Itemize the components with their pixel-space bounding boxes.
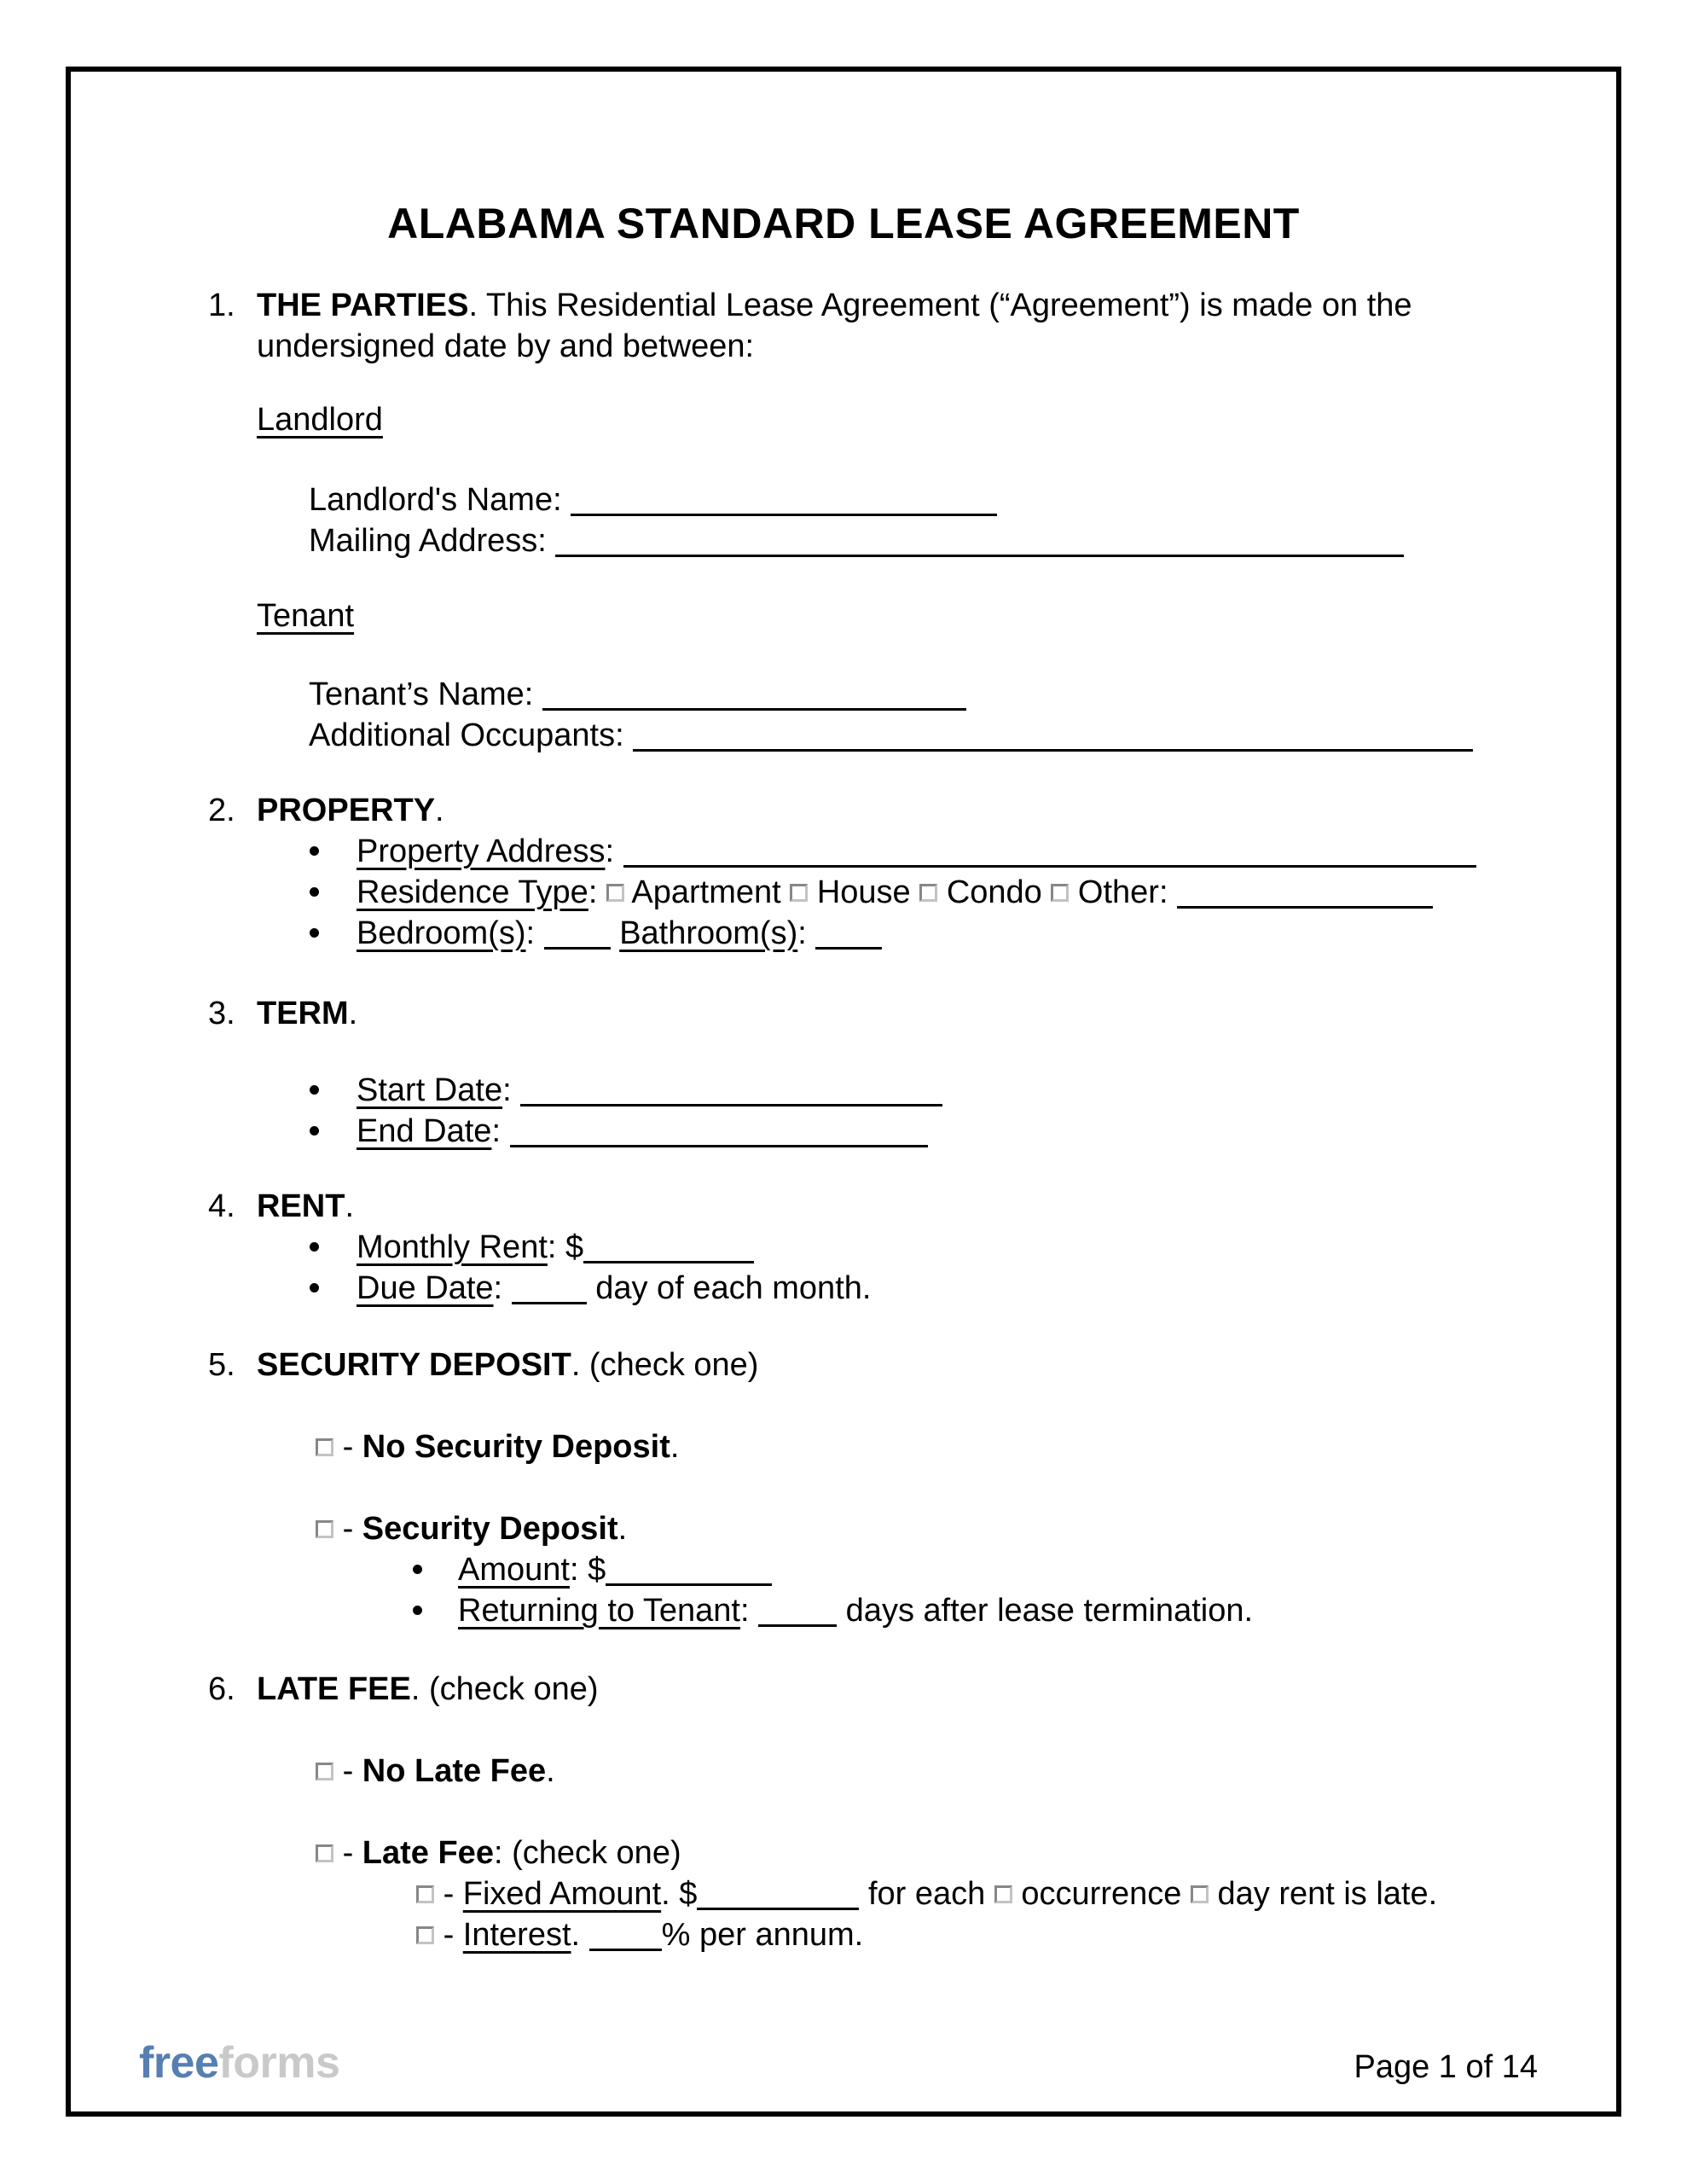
- dash: -: [443, 1917, 455, 1953]
- late-fee-label-suffix: : (check one): [493, 1835, 681, 1871]
- section-property-number: 2.: [208, 793, 235, 828]
- section-rent: [208, 1186, 1539, 1309]
- interest-blank[interactable]: [589, 1949, 662, 1951]
- amount-line: [257, 1549, 1539, 1590]
- page-title: ALABAMA STANDARD LEASE AGREEMENT: [387, 200, 1300, 247]
- tenant-name-label: Tenant’s Name:: [309, 677, 534, 712]
- fixed-amount-mid: for each: [867, 1876, 986, 1912]
- additional-occupants-line: [257, 715, 1539, 756]
- section-security-deposit-number: 5.: [208, 1347, 235, 1383]
- section-term-number: 3.: [208, 996, 235, 1031]
- tenant-name-line: [257, 674, 1539, 715]
- freeforms-logo: [139, 2038, 340, 2088]
- due-date-line: [257, 1268, 1539, 1309]
- returning-line: [257, 1590, 1539, 1631]
- rent-heading-suffix: .: [345, 1188, 355, 1224]
- section-late-fee: [208, 1669, 1539, 1955]
- amount-blank[interactable]: [606, 1583, 772, 1586]
- document-page: [66, 67, 1621, 2117]
- term-heading: TERM: [257, 996, 349, 1031]
- period: .: [617, 1511, 628, 1547]
- returning-blank[interactable]: [758, 1624, 837, 1627]
- no-security-deposit-label: No Security Deposit: [362, 1429, 670, 1465]
- start-date-blank[interactable]: [520, 1104, 942, 1107]
- section-property: [208, 790, 1539, 954]
- interest-label: Interest: [462, 1917, 571, 1953]
- parties-heading: THE PARTIES: [257, 288, 469, 323]
- tenant-name-blank[interactable]: [542, 708, 966, 711]
- bedrooms-blank[interactable]: [544, 947, 611, 950]
- term-heading-suffix: .: [348, 996, 358, 1031]
- dash: -: [342, 1511, 354, 1547]
- security-deposit-heading-line: [257, 1345, 1539, 1385]
- end-date-line: [257, 1111, 1539, 1152]
- bullet-icon: [310, 1085, 319, 1095]
- returning-label: Returning to Tenant: [458, 1593, 740, 1629]
- late-fee-heading-suffix: . (check one): [410, 1671, 599, 1707]
- late-fee-heading-line: [257, 1669, 1539, 1710]
- section-late-fee-number: 6.: [208, 1671, 235, 1707]
- section-parties: [208, 285, 1539, 756]
- property-heading-line: [257, 790, 1539, 831]
- due-date-suffix: day of each month.: [595, 1270, 872, 1306]
- landlord-name-label: Landlord's Name:: [309, 482, 562, 518]
- bullet-icon: [310, 928, 319, 938]
- condo-checkbox[interactable]: [919, 884, 937, 902]
- mailing-address-blank[interactable]: [555, 555, 1404, 557]
- due-date-blank[interactable]: [512, 1302, 587, 1304]
- property-address-line: [257, 831, 1539, 872]
- freeforms-logo-forms: forms: [218, 2038, 340, 2088]
- property-address-label: Property Address: [357, 834, 606, 869]
- no-security-deposit-option: [257, 1426, 1539, 1467]
- period: .: [661, 1876, 670, 1912]
- bullet-icon: [310, 1126, 319, 1136]
- tenant-heading: Tenant: [257, 598, 355, 634]
- landlord-heading: Landlord: [257, 402, 383, 438]
- end-date-label: End Date: [357, 1113, 492, 1149]
- no-late-fee-label: No Late Fee: [362, 1753, 547, 1789]
- interest-line: [257, 1914, 1539, 1955]
- security-deposit-heading: SECURITY DEPOSIT: [257, 1347, 571, 1383]
- security-deposit-option: [257, 1508, 1539, 1549]
- apartment-label: Apartment: [631, 874, 781, 910]
- colon: :: [525, 915, 536, 951]
- no-late-fee-option: [257, 1751, 1539, 1792]
- apartment-checkbox[interactable]: [606, 884, 624, 902]
- fixed-amount-checkbox[interactable]: [416, 1885, 434, 1903]
- property-address-blank[interactable]: [623, 865, 1476, 868]
- end-date-blank[interactable]: [510, 1145, 928, 1147]
- dash: -: [443, 1876, 455, 1912]
- colon: :: [797, 915, 807, 951]
- parties-intro: [257, 285, 1539, 367]
- late-fee-option: [257, 1833, 1539, 1873]
- monthly-rent-blank[interactable]: [583, 1261, 754, 1263]
- document-content: [71, 200, 1616, 1955]
- day-rent-late-checkbox[interactable]: [1191, 1885, 1209, 1903]
- fixed-amount-line: [257, 1873, 1539, 1914]
- condo-label: Condo: [946, 874, 1042, 910]
- section-rent-number: 4.: [208, 1188, 235, 1224]
- other-label: Other:: [1077, 874, 1168, 910]
- rent-heading: RENT: [257, 1188, 345, 1224]
- residence-type-line: [257, 872, 1539, 913]
- dollar-sign: $: [565, 1229, 584, 1265]
- colon: :: [547, 1229, 557, 1265]
- monthly-rent-label: Monthly Rent: [357, 1229, 548, 1265]
- returning-suffix: days after lease termination.: [845, 1593, 1254, 1629]
- colon: :: [739, 1593, 750, 1629]
- landlord-name-line: [257, 479, 1539, 520]
- occurrence-checkbox[interactable]: [994, 1885, 1012, 1903]
- colon: :: [588, 874, 598, 910]
- bullet-icon: [413, 1565, 422, 1574]
- colon: :: [502, 1072, 512, 1108]
- bedrooms-label: Bedroom(s): [357, 915, 526, 951]
- parties-intro-line1: . This Residential Lease Agreement (“Agreement”) is made on the: [468, 288, 1412, 323]
- occurrence-label: occurrence: [1021, 1876, 1182, 1912]
- rent-heading-line: [257, 1186, 1539, 1227]
- property-heading: PROPERTY: [257, 793, 436, 828]
- late-fee-heading: LATE FEE: [257, 1671, 411, 1707]
- due-date-label: Due Date: [357, 1270, 494, 1306]
- landlord-name-blank[interactable]: [571, 514, 997, 516]
- bathrooms-label: Bathroom(s): [619, 915, 798, 951]
- security-deposit-label: Security Deposit: [362, 1511, 618, 1547]
- parties-intro-line2: undersigned date by and between:: [257, 328, 755, 364]
- fixed-amount-label: Fixed Amount: [462, 1876, 662, 1912]
- section-term: [208, 993, 1539, 1152]
- late-fee-label: Late Fee: [362, 1835, 494, 1871]
- no-security-deposit-checkbox[interactable]: [316, 1438, 333, 1456]
- late-fee-checkbox[interactable]: [316, 1844, 333, 1862]
- freeforms-logo-free: free: [139, 2038, 219, 2088]
- period: .: [546, 1753, 555, 1789]
- dash: -: [342, 1753, 354, 1789]
- residence-type-label: Residence Type: [357, 874, 588, 910]
- no-late-fee-checkbox[interactable]: [316, 1763, 333, 1780]
- page-footer: [139, 2038, 1538, 2088]
- period: .: [571, 1917, 581, 1953]
- mailing-address-line: [257, 520, 1539, 561]
- additional-occupants-label: Additional Occupants:: [309, 717, 624, 753]
- dollar-sign: $: [588, 1552, 606, 1588]
- period: .: [670, 1429, 680, 1465]
- colon: :: [569, 1552, 579, 1588]
- other-checkbox[interactable]: [1051, 884, 1069, 902]
- bathrooms-blank[interactable]: [815, 947, 882, 950]
- bullet-icon: [310, 1283, 319, 1292]
- start-date-line: [257, 1070, 1539, 1111]
- amount-label: Amount: [458, 1552, 570, 1588]
- dash: -: [342, 1835, 354, 1871]
- bedroom-bathroom-line: [257, 913, 1539, 954]
- page-number: Page 1 of 14: [1354, 2049, 1538, 2085]
- colon: :: [605, 834, 615, 869]
- term-heading-line: [257, 993, 1539, 1034]
- dash: -: [342, 1429, 354, 1465]
- section-parties-number: 1.: [208, 288, 235, 323]
- bullet-icon: [310, 846, 319, 856]
- bullet-icon: [310, 1242, 319, 1252]
- monthly-rent-line: [257, 1227, 1539, 1268]
- other-blank[interactable]: [1177, 906, 1433, 909]
- dollar-sign: $: [679, 1876, 698, 1912]
- bullet-icon: [413, 1606, 422, 1615]
- interest-checkbox[interactable]: [416, 1926, 434, 1944]
- security-deposit-checkbox[interactable]: [316, 1520, 333, 1538]
- bullet-icon: [310, 887, 319, 897]
- start-date-label: Start Date: [357, 1072, 503, 1108]
- house-label: House: [816, 874, 911, 910]
- interest-suffix: % per annum.: [661, 1917, 864, 1953]
- house-checkbox[interactable]: [790, 884, 808, 902]
- fixed-amount-blank[interactable]: [697, 1908, 859, 1910]
- security-deposit-heading-suffix: . (check one): [571, 1347, 759, 1383]
- mailing-address-label: Mailing Address:: [309, 523, 547, 559]
- colon: :: [491, 1113, 501, 1149]
- additional-occupants-blank[interactable]: [633, 749, 1473, 752]
- section-security-deposit: [208, 1345, 1539, 1631]
- day-rent-late-label: day rent is late.: [1217, 1876, 1438, 1912]
- colon: :: [493, 1270, 503, 1306]
- property-heading-suffix: .: [435, 793, 444, 828]
